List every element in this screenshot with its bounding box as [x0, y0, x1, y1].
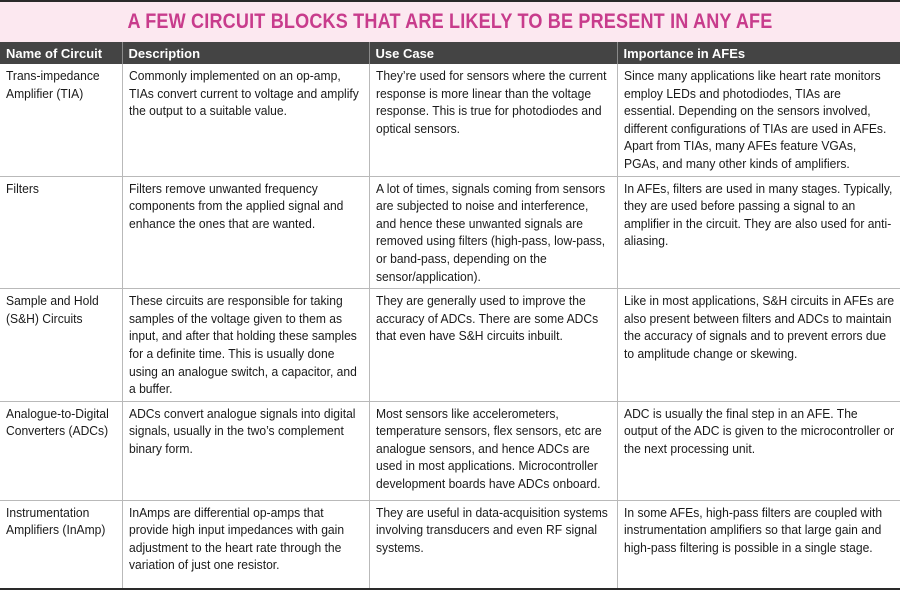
cell-use-case	[369, 64, 617, 176]
table-body	[0, 64, 900, 589]
header-importance: Importance in AFEs	[617, 42, 900, 64]
cell-name-text: Analogue-to-Digital Converters (ADCs)	[6, 405, 109, 439]
cell-importance-text: Since many applications like heart rate monitors employ LEDs and photodiodes, TIAs are essential. Depending on the sensors involved, different configurations of TIAs are used in AFEs. Apart from TIAs, many AFEs feature VGAs, PGAs, and many other kinds of amplifiers.	[623, 68, 886, 171]
table-row	[0, 500, 900, 589]
cell-name-text: Sample and Hold (S&H) Circuits	[6, 293, 99, 326]
cell-use-case	[369, 401, 617, 500]
cell-description	[122, 176, 369, 289]
cell-description-text: InAmps are differential op-amps that provide high input impedances with gain adjustment to the heart rate through the variation of just one resistor.	[128, 504, 344, 573]
table-row	[0, 176, 900, 289]
table-row	[0, 64, 900, 176]
table-row	[0, 289, 900, 402]
title-banner	[0, 0, 900, 42]
cell-description-text: Commonly implemented on an op-amp, TIAs convert current to voltage and amplify the output to a suitable value.	[128, 68, 359, 119]
cell-use-case-text: A lot of times, signals coming from sensors are subjected to noise and interference, and hence these unwanted signals are removed using filters (high-pass, low-pass, or band-pass, depending on the sensor/application).	[375, 180, 605, 284]
cell-importance-text: Like in most applications, S&H circuits in AFEs are also present between filters and ADCs to maintain the accuracy of signals and to prevent errors due to amplitude change or skewing.	[623, 293, 894, 361]
cell-description	[122, 64, 369, 176]
cell-name-text: Instrumentation Amplifiers (InAmp)	[6, 504, 106, 538]
cell-name	[0, 176, 122, 289]
cell-importance-text: In AFEs, filters are used in many stages. Typically, they are used before passing a signal to an amplifier in the circuit. They are also used for anti-aliasing.	[623, 180, 892, 249]
cell-importance-text: In some AFEs, high-pass filters are coupled with instrumentation amplifiers so that large gain and high-pass filtering is possible in a single stage.	[623, 504, 882, 555]
cell-use-case-text: They’re used for sensors where the current response is more linear than the voltage response. This is true for photodiodes and optical sensors.	[375, 68, 606, 136]
cell-importance	[617, 176, 900, 289]
cell-importance	[617, 401, 900, 500]
cell-description	[122, 289, 369, 402]
header-description: Description	[122, 42, 369, 64]
circuit-blocks-table	[0, 42, 900, 590]
cell-name-text: Trans-impedance Amplifier (TIA)	[6, 68, 100, 101]
cell-description-text: ADCs convert analogue signals into digital signals, usually in the two’s complement binary form.	[128, 405, 355, 456]
table-row	[0, 401, 900, 500]
cell-use-case	[369, 289, 617, 402]
cell-importance	[617, 500, 900, 589]
cell-use-case-text: They are generally used to improve the accuracy of ADCs. There are some ADCs that even have S&H circuits inbuilt.	[375, 293, 598, 344]
cell-use-case-text: They are useful in data-acquisition systems involving transducers and even RF signal systems.	[375, 504, 608, 555]
cell-name	[0, 401, 122, 500]
cell-use-case-text: Most sensors like accelerometers, temperature sensors, flex sensors, etc are analogue sensors, and hence ADCs are used in most applications. Microcontroller development boards have ADCs onboard.	[375, 405, 602, 492]
header-row	[0, 42, 900, 64]
header-name-of-circuit: Name of Circuit	[0, 42, 122, 64]
cell-importance	[617, 289, 900, 402]
header-use-case: Use Case	[369, 42, 617, 64]
cell-description-text: Filters remove unwanted frequency components from the applied signal and enhance the ones that are wanted.	[128, 180, 343, 231]
cell-importance-text: ADC is usually the final step in an AFE. The output of the ADC is given to the microcontroller or the next processing unit.	[623, 405, 894, 456]
cell-use-case	[369, 500, 617, 589]
cell-use-case	[369, 176, 617, 289]
page-title: A FEW CIRCUIT BLOCKS THAT ARE LIKELY TO BE PRESENT IN ANY AFE	[127, 10, 773, 33]
cell-description	[122, 500, 369, 589]
cell-name	[0, 64, 122, 176]
cell-name	[0, 289, 122, 402]
table-header	[0, 42, 900, 64]
cell-description-text: These circuits are responsible for taking samples of the voltage given to them as input, and after that holding these samples for a definite time. This is usually done using an analogue switch, a capacitor, and a buffer.	[128, 293, 357, 397]
cell-importance	[617, 64, 900, 176]
cell-description	[122, 401, 369, 500]
cell-name	[0, 500, 122, 589]
cell-name-text: Filters	[6, 180, 39, 196]
